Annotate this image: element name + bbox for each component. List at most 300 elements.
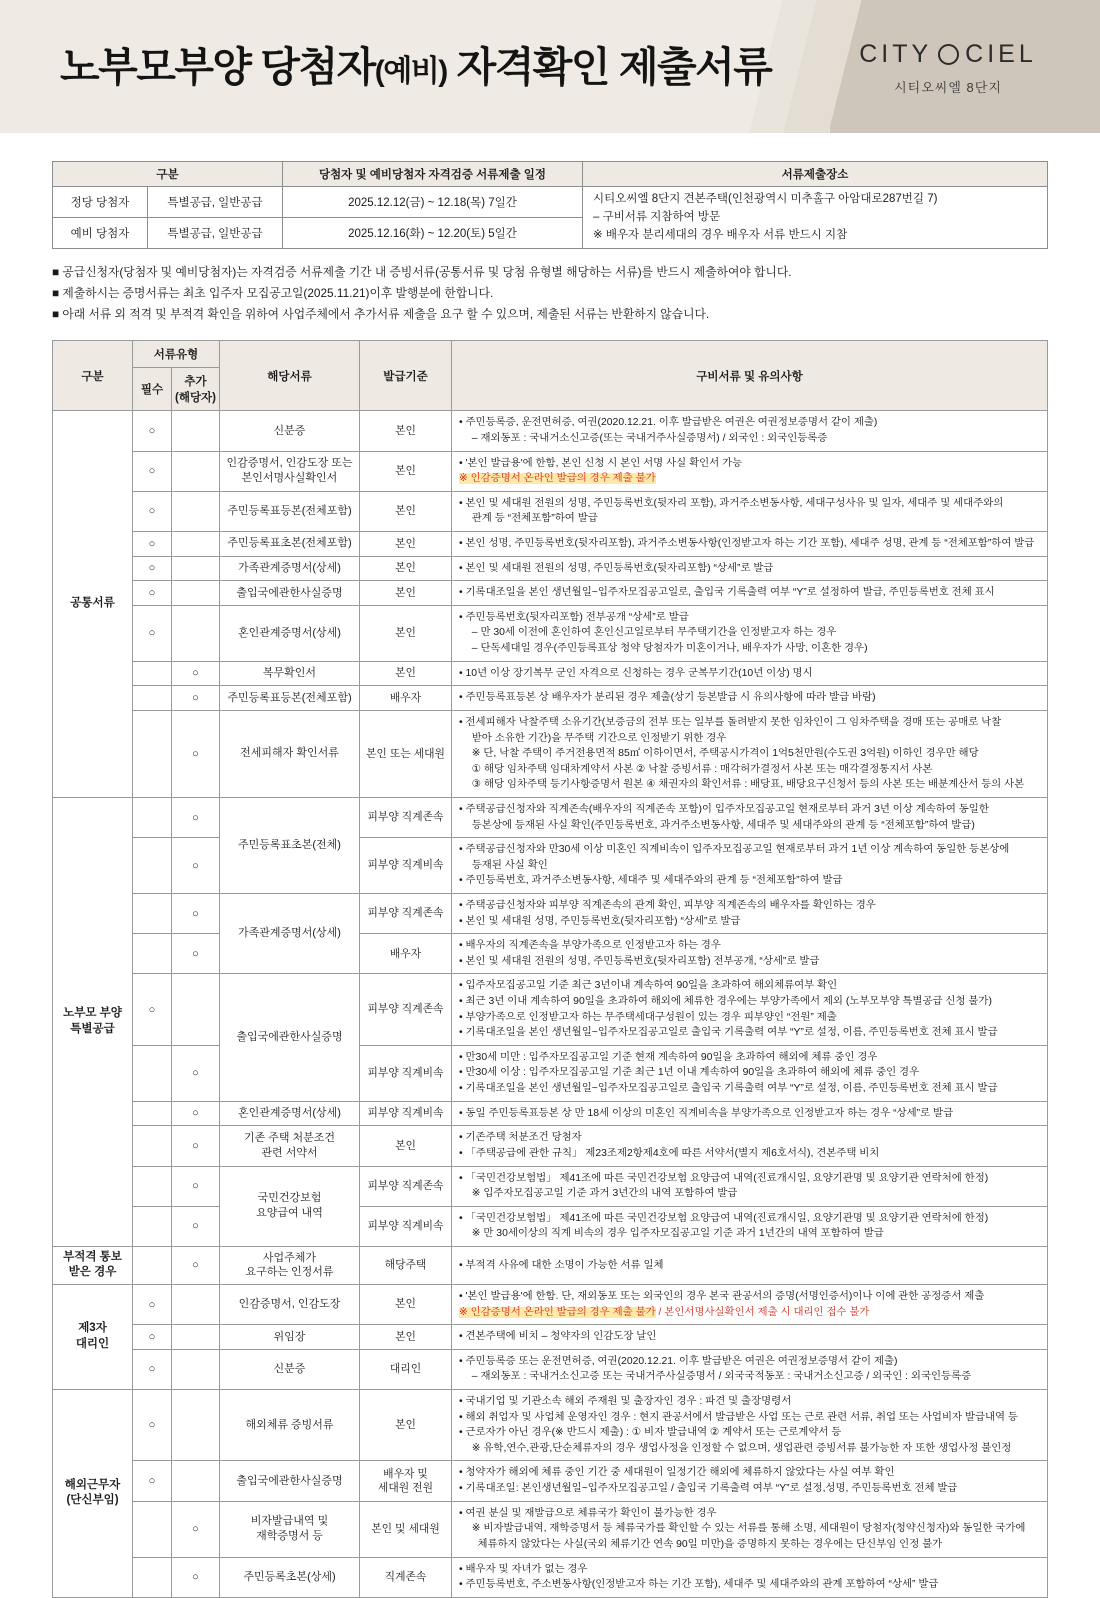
category-label: 부적격 통보: [63, 1250, 122, 1263]
detail-line: • 주택공급신청자와 만30세 이상 미혼인 직계비속이 입주자모집공고일 현재로부터 과거 1년 이상 계속하여 동일한 등본상에: [459, 844, 1010, 856]
issue-basis-cell: [360, 581, 452, 606]
page-header: [0, 0, 1100, 133]
detail-cell: [452, 1557, 1048, 1597]
issue-basis-cell: [360, 797, 452, 837]
detail-cell: [452, 934, 1048, 974]
document-name-cell: [220, 1166, 360, 1246]
detail-cell: [452, 1325, 1048, 1350]
issue-basis-cell: [360, 1206, 452, 1246]
table-row: [53, 556, 1048, 581]
required-mark: ○: [133, 411, 172, 451]
extra-mark: ○: [172, 1126, 220, 1166]
schedule-supply-0: 특별공급, 일반공급: [148, 187, 283, 218]
detail-cell: [452, 411, 1048, 451]
detail-line: • 배우자 및 자녀가 없는 경우: [459, 1563, 588, 1575]
required-mark: [133, 1101, 172, 1126]
document-name-cell: [220, 797, 360, 893]
document-name: 주민등록표등본(전체포함): [227, 691, 352, 704]
issue-basis-cell: [360, 1246, 452, 1284]
category-label: 특별공급: [70, 1022, 115, 1035]
issue-basis: 본인 및 세대원: [371, 1522, 440, 1535]
col-extra-line2: (해당자): [175, 392, 216, 405]
detail-cell: [452, 838, 1048, 894]
detail-line: – 재외동포 : 국내거소신고증 또는 국내거주사실증명서 / 외국국적동포 : 국내거소신고증 / 외국인 : 외국인등록증: [466, 1371, 972, 1383]
detail-line: – 만 30세 이전에 혼인하여 혼인신고일로부터 무주택기간을 인정받고자 하는 경우: [466, 627, 837, 639]
required-mark: [133, 1166, 172, 1206]
issue-basis: 피부양 직계존속: [367, 1003, 444, 1016]
detail-line: 등재된 사실 확인: [466, 859, 548, 871]
document-name: 요양급여 내역: [256, 1207, 323, 1220]
col-category: 구분: [53, 341, 133, 411]
category-label: 받은 경우: [68, 1266, 117, 1279]
required-mark: [133, 797, 172, 837]
detail-line: • 기록대조일을 본인 생년월일~입주자모집공고일로 출입국 기록출력 여부 “Y”로 설정, 이름, 주민등록번호 전체 표시 발급: [459, 1083, 998, 1095]
detail-line: • 국내기업 및 기관소속 해외 주재원 및 출장자인 경우 : 파견 및 출장명령서: [459, 1396, 792, 1408]
documents-header-row-1: [53, 341, 1048, 368]
detail-line: • 「주택공급에 관한 규칙」 제23조제2항제4호에 따른 서약서(별지 제6호서식), 견본주택 비치: [459, 1147, 880, 1159]
required-mark: [133, 686, 172, 711]
document-name-cell: [220, 605, 360, 661]
detail-line: ※ 유학,연수,관광,단순체류자의 경우 생업사정을 인정할 수 없으며, 생업관련 증빙서류 불가능한 자 또한 생업사정 불인정: [466, 1442, 1012, 1454]
document-name-cell: [220, 491, 360, 531]
table-row: [53, 974, 1048, 1045]
detail-line: • 근로자가 아닌 경우(※ 반드시 제출) : ① 비자 발급내역 ② 계약서 또는 근로계약서 등: [459, 1427, 842, 1439]
warning-text: ※ 인감증명서 온라인 발급의 경우 제출 불가: [459, 473, 656, 485]
table-row: [53, 1246, 1048, 1284]
document-name-cell: [220, 1101, 360, 1126]
schedule-place-line-1: – 구비서류 지참하여 방문: [593, 210, 721, 223]
document-name: 인감증명서, 인감도장 또는: [226, 457, 353, 470]
table-row: [53, 532, 1048, 557]
document-name: 가족관계증명서(상세): [238, 562, 341, 574]
extra-mark: [172, 1349, 220, 1389]
extra-mark: ○: [172, 1045, 220, 1101]
detail-line: • 주민등록번호, 주소변동사항(인정받고자 하는 기간 포함), 세대주 및 세대주와의 관계 포함하여 “상세” 발급: [459, 1579, 939, 1591]
table-row: [53, 893, 1048, 933]
table-row: [53, 187, 1048, 218]
extra-mark: [172, 411, 220, 451]
schedule-place-line-2: ※ 배우자 분리세대의 경우 배우자 서류 반드시 지참: [593, 228, 848, 241]
detail-line: • 본인 및 세대원 성명, 주민등록번호(뒷자리포함) “상세”로 발급: [459, 915, 741, 927]
schedule-table: [52, 161, 1048, 249]
detail-cell: [452, 710, 1048, 797]
required-mark: [133, 1557, 172, 1597]
detail-line: • 10년 이상 장기복무 군인 자격으로 신청하는 경우 군복무기간(10년 이상) 명시: [459, 667, 813, 679]
issue-basis: 본인: [395, 667, 416, 680]
detail-line: • 기록대조일을 본인 생년월일~입주자모집공고일로, 출입국 기록출력 여부 “Y”로 설정하여 발급, 주민등록번호 전체 표시: [459, 587, 995, 599]
extra-mark: ○: [172, 1101, 220, 1126]
detail-line: • 전세피해자 낙찰주택 소유기간(보증금의 전부 또는 일부를 돌려받지 못한 임차인이 그 임차주택을 경매 또는 공매로 낙찰: [459, 716, 1002, 728]
document-name-cell: [220, 686, 360, 711]
required-mark: [133, 893, 172, 933]
issue-basis: 본인: [395, 505, 416, 518]
issue-basis: 본인: [395, 1139, 416, 1152]
table-row: [53, 451, 1048, 491]
issue-basis: 피부양 직계존속: [367, 811, 444, 824]
schedule-col-period: 당첨자 및 예비당첨자 자격검증 서류제출 일정: [283, 162, 583, 187]
detail-cell: [452, 661, 1048, 686]
detail-cell: [452, 1390, 1048, 1461]
issue-basis: 배우자: [389, 691, 422, 704]
document-name: 전세피해자 확인서류: [240, 747, 339, 760]
required-mark: [133, 1045, 172, 1101]
detail-line-highlight: [459, 471, 1040, 487]
detail-line: ※ 비자발급내역, 재학증명서 등 체류국가를 확인할 수 있는 서류를 통해 소명, 세대원이 당첨자(청약신청자)와 동일한 국가에: [466, 1523, 1026, 1535]
detail-cell: [452, 1166, 1048, 1206]
issue-basis-cell: [360, 556, 452, 581]
document-name: 인감증명서, 인감도장: [238, 1298, 341, 1311]
document-name-cell: [220, 1246, 360, 1284]
document-name: 사업주체가: [262, 1251, 317, 1264]
detail-cell: [452, 1501, 1048, 1557]
document-name: 복무확인서: [262, 667, 317, 680]
document-name: 비자발급내역 및: [250, 1515, 329, 1528]
schedule-period-1: 2025.12.16(화) ~ 12.20(토) 5일간: [283, 218, 583, 249]
col-doc: 해당서류: [220, 341, 360, 411]
detail-line: 체류하지 않았다는 사실(국외 체류기간 연속 90일 미만)을 증명하지 못하는 경우에는 단신부임 인정 불가: [466, 1538, 943, 1550]
extra-mark: ○: [172, 1501, 220, 1557]
document-name: 관련 서약서: [261, 1146, 318, 1159]
extra-mark: [172, 532, 220, 557]
issue-basis-cell: [360, 974, 452, 1045]
detail-line: ③ 해당 임차주택 등기사항증명서 원본 ④ 채권자의 확인서류 : 배당표, 배당요구신청서 등의 사본 또는 배분계산서 등의 사본: [466, 779, 1025, 791]
table-row: [53, 581, 1048, 606]
detail-cell: [452, 605, 1048, 661]
note-2: ■ 아래 서류 외 적격 및 부적격 확인을 위하여 사업주체에서 추가서류 제출을 요구 할 수 있으며, 제출된 서류는 반환하지 않습니다.: [52, 306, 710, 321]
document-name: 신분증: [273, 424, 306, 437]
extra-mark: ○: [172, 934, 220, 974]
table-row: [53, 1284, 1048, 1324]
detail-cell: [452, 491, 1048, 531]
document-name: 요구하는 인정서류: [245, 1266, 334, 1279]
category-label: (단신부임): [66, 1494, 119, 1507]
detail-cell: [452, 1461, 1048, 1501]
table-row: [53, 1126, 1048, 1166]
issue-basis-cell: [360, 1284, 452, 1324]
detail-line: 받아 소유한 기간)을 무주택 기간으로 인정받기 위한 경우: [466, 732, 727, 744]
category-cell: [53, 1246, 133, 1284]
extra-mark: [172, 1390, 220, 1461]
issue-basis-cell: [360, 1557, 452, 1597]
detail-cell: [452, 1246, 1048, 1284]
schedule-col-category: 구분: [53, 162, 283, 187]
extra-mark: [172, 605, 220, 661]
category-label: 해외근무자: [64, 1478, 121, 1491]
table-row: [53, 491, 1048, 531]
table-row: [53, 1501, 1048, 1557]
issue-basis-cell: [360, 661, 452, 686]
notes-block: [52, 262, 1048, 324]
detail-line: • 견본주택에 비치 – 청약자의 인감도장 날인: [459, 1331, 657, 1343]
detail-line: • 주택공급신청자와 피부양 직계존속의 관계 확인, 피부양 직계존속의 배우자를 확인하는 경우: [459, 899, 876, 911]
issue-basis-cell: [360, 1045, 452, 1101]
table-row: [53, 686, 1048, 711]
issue-basis-cell: [360, 1501, 452, 1557]
extra-mark: ○: [172, 1206, 220, 1246]
brand-subtitle: 시티오씨엘 8단지: [894, 80, 1002, 95]
document-name-cell: [220, 974, 360, 1101]
circle-icon: [938, 44, 959, 65]
table-row: [53, 1101, 1048, 1126]
issue-basis-cell: [360, 532, 452, 557]
document-name: 본인서명사실확인서: [241, 472, 338, 485]
detail-line: 등본상에 등재된 사실 확인(주민등록번호, 과거주소변동사항, 세대주 및 세대주와의 관계 등 “전체포함”하여 발급): [466, 819, 975, 831]
detail-line: • 부양가족으로 인정받고자 하는 무주택세대구성원이 있는 경우 피부양인 “전원” 제출: [459, 1011, 837, 1023]
issue-basis: 본인: [395, 464, 416, 477]
issue-basis: 본인: [395, 562, 416, 575]
document-name: 국민건강보험: [257, 1192, 322, 1205]
extra-mark: [172, 1325, 220, 1350]
table-row: [53, 1557, 1048, 1597]
document-name-cell: [220, 451, 360, 491]
detail-line: • 여권 분실 및 재발급으로 체류국가 확인이 불가능한 경우: [459, 1507, 717, 1519]
brand-logo: [838, 40, 1058, 96]
extra-mark: [172, 1461, 220, 1501]
detail-line: ① 해당 임차주택 임대차계약서 사본 ② 낙찰 증빙서류 : 매각허가결정서 사본 또는 매각결정통지서 사본: [466, 763, 933, 775]
schedule-supply-1: 특별공급, 일반공급: [148, 218, 283, 249]
detail-line: ※ 단, 낙찰 주택이 주거전용면적 85㎡ 이하이면서, 주택공시가격이 1억5천만원(수도권 3억원) 이하인 경우만 해당: [466, 748, 979, 760]
schedule-col-place: 서류제출장소: [583, 162, 1048, 187]
category-label: 노부모 부양: [63, 1007, 122, 1020]
document-name: 해외체류 증빙서류: [245, 1418, 334, 1431]
detail-cell: [452, 686, 1048, 711]
detail-cell: [452, 1126, 1048, 1166]
issue-basis: 본인: [395, 586, 416, 599]
detail-line: • 「국민건강보험법」 제41조에 따른 국민건강보험 요양급여 내역(진료개시일, 요양기관명 및 요양기관 연락처에 한정): [459, 1212, 989, 1224]
document-name: 기존 주택 처분조건: [243, 1132, 336, 1145]
extra-mark: ○: [172, 710, 220, 797]
table-row: [53, 797, 1048, 837]
issue-basis: 해당주택: [384, 1259, 427, 1272]
required-mark: ○: [133, 605, 172, 661]
issue-basis: 피부양 직계비속: [367, 1220, 444, 1233]
document-name-cell: [220, 1325, 360, 1350]
required-mark: ○: [133, 491, 172, 531]
extra-mark: ○: [172, 1557, 220, 1597]
detail-line: • 기록대조일을 본인 생년월일~입주자모집공고일로 출입국 기록출력 여부 “Y”로 설정, 이름, 주민등록번호 전체 표시 발급: [459, 1027, 998, 1039]
table-row: [53, 1325, 1048, 1350]
issue-basis: 직계존속: [384, 1570, 427, 1583]
table-row: [53, 1349, 1048, 1389]
schedule-type-0: 정당 당첨자: [53, 187, 148, 218]
document-name-cell: [220, 710, 360, 797]
issue-basis: 본인: [395, 537, 416, 550]
issue-basis-cell: [360, 1101, 452, 1126]
document-name: 출입국에관한사실증명: [236, 1474, 343, 1487]
document-name: 출입국에관한사실증명: [236, 1031, 343, 1044]
issue-basis: 본인: [395, 626, 416, 639]
detail-line: • 기존주택 처분조건 당첨자: [459, 1132, 582, 1144]
detail-cell: [452, 797, 1048, 837]
issue-basis: 피부양 직계비속: [367, 1107, 444, 1120]
detail-line: • 만30세 이상 : 입주자모집공고일 기준 최근 1년 이내 계속하여 90일을 초과하여 해외에 체류 중인 경우: [459, 1067, 920, 1079]
schedule-type-1: 예비 당첨자: [53, 218, 148, 249]
required-mark: [133, 838, 172, 894]
required-mark: ○: [133, 556, 172, 581]
category-cell: [53, 411, 133, 798]
detail-line: • 해외 취업자 및 사업체 운영자인 경우 : 현지 관공서에서 발급받은 사업 또는 근로 관련 서류, 취업 또는 사업비자 발급내역 등: [459, 1411, 1018, 1423]
detail-line: ※ 만 30세이상의 직계 비속의 경우 입주자모집공고일 기준 과거 1년간의 내역 포함하여 발급: [466, 1228, 884, 1240]
document-name: 신분증: [273, 1363, 306, 1375]
issue-basis-cell: [360, 605, 452, 661]
issue-basis-cell: [360, 1390, 452, 1461]
issue-basis: 피부양 직계존속: [367, 907, 444, 920]
extra-mark: [172, 581, 220, 606]
issue-basis-cell: [360, 451, 452, 491]
issue-basis-cell: [360, 686, 452, 711]
document-name-cell: [220, 1557, 360, 1597]
extra-mark: [172, 974, 220, 1045]
required-mark: ○: [133, 532, 172, 557]
required-mark: ○: [133, 974, 172, 1045]
extra-mark: ○: [172, 1166, 220, 1206]
detail-line: • '본인 발급용'에 한함. 단, 재외동포 또는 외국인의 경우 본국 관공서의 증명(서명인증서)이나 이에 관한 공정증서 제출: [459, 1290, 985, 1302]
extra-mark: [172, 556, 220, 581]
issue-basis-cell: [360, 934, 452, 974]
document-name: 주민등록초본(상세): [243, 1570, 336, 1583]
table-row: [53, 1461, 1048, 1501]
detail-cell: [452, 1101, 1048, 1126]
page-title-tail: 자격확인 제출서류: [446, 44, 772, 90]
table-row: [53, 1206, 1048, 1246]
issue-basis: 배우자 및: [383, 1467, 428, 1480]
detail-line: • 주민등록증 또는 운전면허증, 여권(2020.12.21. 이후 발급받은 여권은 여권정보증명서 같이 제출): [459, 1355, 898, 1367]
document-name: 재학증명서 등: [256, 1530, 323, 1543]
extra-mark: ○: [172, 686, 220, 711]
extra-mark: [172, 1284, 220, 1324]
detail-line-highlight: [459, 1305, 1040, 1321]
issue-basis: 본인: [395, 424, 416, 437]
detail-line: • 본인 성명, 주민등록번호(뒷자리포함), 과거주소변동사항(인정받고자 하는 기간 포함), 세대주 성명, 관계 등 “전체포함”하여 발급: [459, 538, 1035, 550]
detail-line: • 주택공급신청자와 직계존속(배우자의 직계존속 포함)이 입주자모집공고일 현재로부터 과거 3년 이상 계속하여 동일한: [459, 803, 989, 815]
issue-basis-cell: [360, 1166, 452, 1206]
issue-basis: 피부양 직계비속: [367, 859, 444, 872]
page-title-paren: (예비): [374, 55, 447, 88]
detail-cell: [452, 581, 1048, 606]
issue-basis: 본인: [395, 1418, 416, 1431]
table-row: [53, 934, 1048, 974]
document-name: 가족관계증명서(상세): [238, 927, 341, 940]
issue-basis-cell: [360, 1349, 452, 1389]
document-name: 주민등록표초본(전체): [238, 839, 341, 852]
detail-cell: [452, 532, 1048, 557]
table-row: [53, 605, 1048, 661]
document-name-cell: [220, 661, 360, 686]
detail-cell: [452, 556, 1048, 581]
document-name-cell: [220, 411, 360, 451]
warning-text-2: / 본인서명사실확인서 제출 시 대리인 접수 불가: [655, 1306, 870, 1318]
issue-basis-cell: [360, 1325, 452, 1350]
col-required: 필수: [133, 368, 172, 411]
extra-mark: ○: [172, 1246, 220, 1284]
detail-cell: [452, 1349, 1048, 1389]
extra-mark: ○: [172, 893, 220, 933]
page-title: [60, 34, 771, 93]
schedule-place-line-0: 시티오씨엘 8단지 견본주택(인천광역시 미추홀구 아암대로287번길 7): [593, 193, 938, 205]
table-row: [53, 1166, 1048, 1206]
issue-basis: 본인: [395, 1298, 416, 1311]
detail-line: – 재외동포 : 국내거소신고증(또는 국내거주사실증명서) / 외국인 : 외국인등록증: [466, 432, 828, 444]
document-name: 주민등록표등본(전체포함): [227, 504, 352, 517]
document-name-cell: [220, 532, 360, 557]
category-label: 제3자: [78, 1322, 107, 1335]
category-cell: [53, 1284, 133, 1389]
detail-line: • 배우자의 직계존속을 부양가족으로 인정받고자 하는 경우: [459, 940, 721, 952]
issue-basis-cell: [360, 411, 452, 451]
extra-mark: ○: [172, 838, 220, 894]
document-name-cell: [220, 1126, 360, 1166]
issue-basis-cell: [360, 893, 452, 933]
col-basis: 발급기준: [360, 341, 452, 411]
document-name-cell: [220, 581, 360, 606]
col-doctype: 서류유형: [133, 341, 220, 368]
detail-line: • 부적격 사유에 대한 소명이 가능한 서류 일체: [459, 1259, 664, 1271]
required-mark: [133, 934, 172, 974]
issue-basis-cell: [360, 1126, 452, 1166]
detail-line: • 본인 및 세대원 전원의 성명, 주민등록번호(뒷자리포함) 전부공개, “상세”로 발급: [459, 955, 820, 967]
issue-basis: 피부양 직계존속: [367, 1179, 444, 1192]
schedule-place: [583, 187, 1048, 249]
extra-mark: ○: [172, 661, 220, 686]
detail-line: • 본인 및 세대원 전원의 성명, 주민등록번호(뒷자리포함) “상세”로 발급: [459, 562, 774, 574]
schedule-header-row: [53, 162, 1048, 187]
issue-basis: 본인: [395, 1330, 416, 1343]
detail-line: • 최근 3년 이내 계속하여 90일을 초과하여 해외에 체류한 경우에는 부양가족에서 제외 (노부모부양 특별공급 신청 불가): [459, 996, 992, 1008]
extra-mark: [172, 491, 220, 531]
issue-basis: 본인 또는 세대원: [365, 747, 445, 760]
col-extra: [172, 368, 220, 411]
document-name: 주민등록표초본(전체포함): [227, 537, 352, 550]
detail-line: 관계 등 “전체포함”하여 발급: [466, 513, 598, 525]
issue-basis: 대리인: [389, 1363, 422, 1376]
required-mark: [133, 1246, 172, 1284]
category-label: 대리인: [75, 1338, 110, 1350]
detail-line: • 주민등록번호(뒷자리포함) 전부공개 “상세”로 발급: [459, 611, 689, 623]
document-name: 혼인관계증명서(상세): [238, 1107, 341, 1120]
detail-line: • 기록대조일: 본인생년월일~입주자모집공고일 / 출입국 기록출력 여부 “Y”로 설정,성명, 주민등록번호 전체 발급: [459, 1483, 958, 1495]
detail-line: • 주민등록표등본 상 배우자가 분리된 경우 제출(상기 등본발급 시 유의사항에 따라 발급 바람): [459, 692, 876, 704]
extra-mark: [172, 451, 220, 491]
detail-cell: [452, 1206, 1048, 1246]
col-extra-line1: 추가: [184, 376, 207, 389]
issue-basis: 피부양 직계비속: [367, 1066, 444, 1079]
table-row: [53, 1045, 1048, 1101]
warning-text: ※ 인감증명서 온라인 발급의 경우 제출 불가: [459, 1306, 656, 1318]
col-detail: 구비서류 및 유의사항: [452, 341, 1048, 411]
note-0: ■ 공급신청자(당첨자 및 예비당첨자)는 자격검증 서류제출 기간 내 증빙서류(공통서류 및 당첨 유형별 해당하는 서류)를 반드시 제출하여야 합니다.: [52, 265, 792, 280]
required-mark: ○: [133, 1349, 172, 1389]
document-name-cell: [220, 1461, 360, 1501]
brand-logo-line: [838, 40, 1058, 69]
required-mark: ○: [133, 1390, 172, 1461]
detail-cell: [452, 1045, 1048, 1101]
detail-line: • 주민등록증, 운전면허증, 여권(2020.12.21. 이후 발급받은 여권은 여권정보증명서 같이 제출): [459, 417, 878, 429]
brand-name-left: CITY: [859, 40, 933, 68]
page-title-main: 노부모부양 당첨자: [60, 44, 375, 90]
detail-line: • 주민등록번호, 과거주소변동사항, 세대주 및 세대주와의 관계 등 “전체포함”하여 발급: [459, 875, 843, 887]
required-mark: ○: [133, 451, 172, 491]
brand-name-right: CIEL: [965, 40, 1037, 68]
detail-line: • 동일 주민등록표등본 상 만 18세 이상의 미혼인 직계비속을 부양가족으로 인정받고자 하는 경우 “상세”로 발급: [459, 1107, 954, 1119]
detail-cell: [452, 893, 1048, 933]
document-name-cell: [220, 1501, 360, 1557]
detail-line: • 입주자모집공고일 기준 최근 3년이내 계속하여 90일을 초과하여 해외체류여부 확인: [459, 980, 838, 992]
detail-line: • 청약자가 해외에 체류 중인 기간 중 세대원이 일정기간 해외에 체류하지 않았다는 사실 여부 확인: [459, 1467, 895, 1479]
required-mark: [133, 1126, 172, 1166]
schedule-period-0: 2025.12.12(금) ~ 12.18(목) 7일간: [283, 187, 583, 218]
table-row: [53, 411, 1048, 451]
detail-cell: [452, 451, 1048, 491]
